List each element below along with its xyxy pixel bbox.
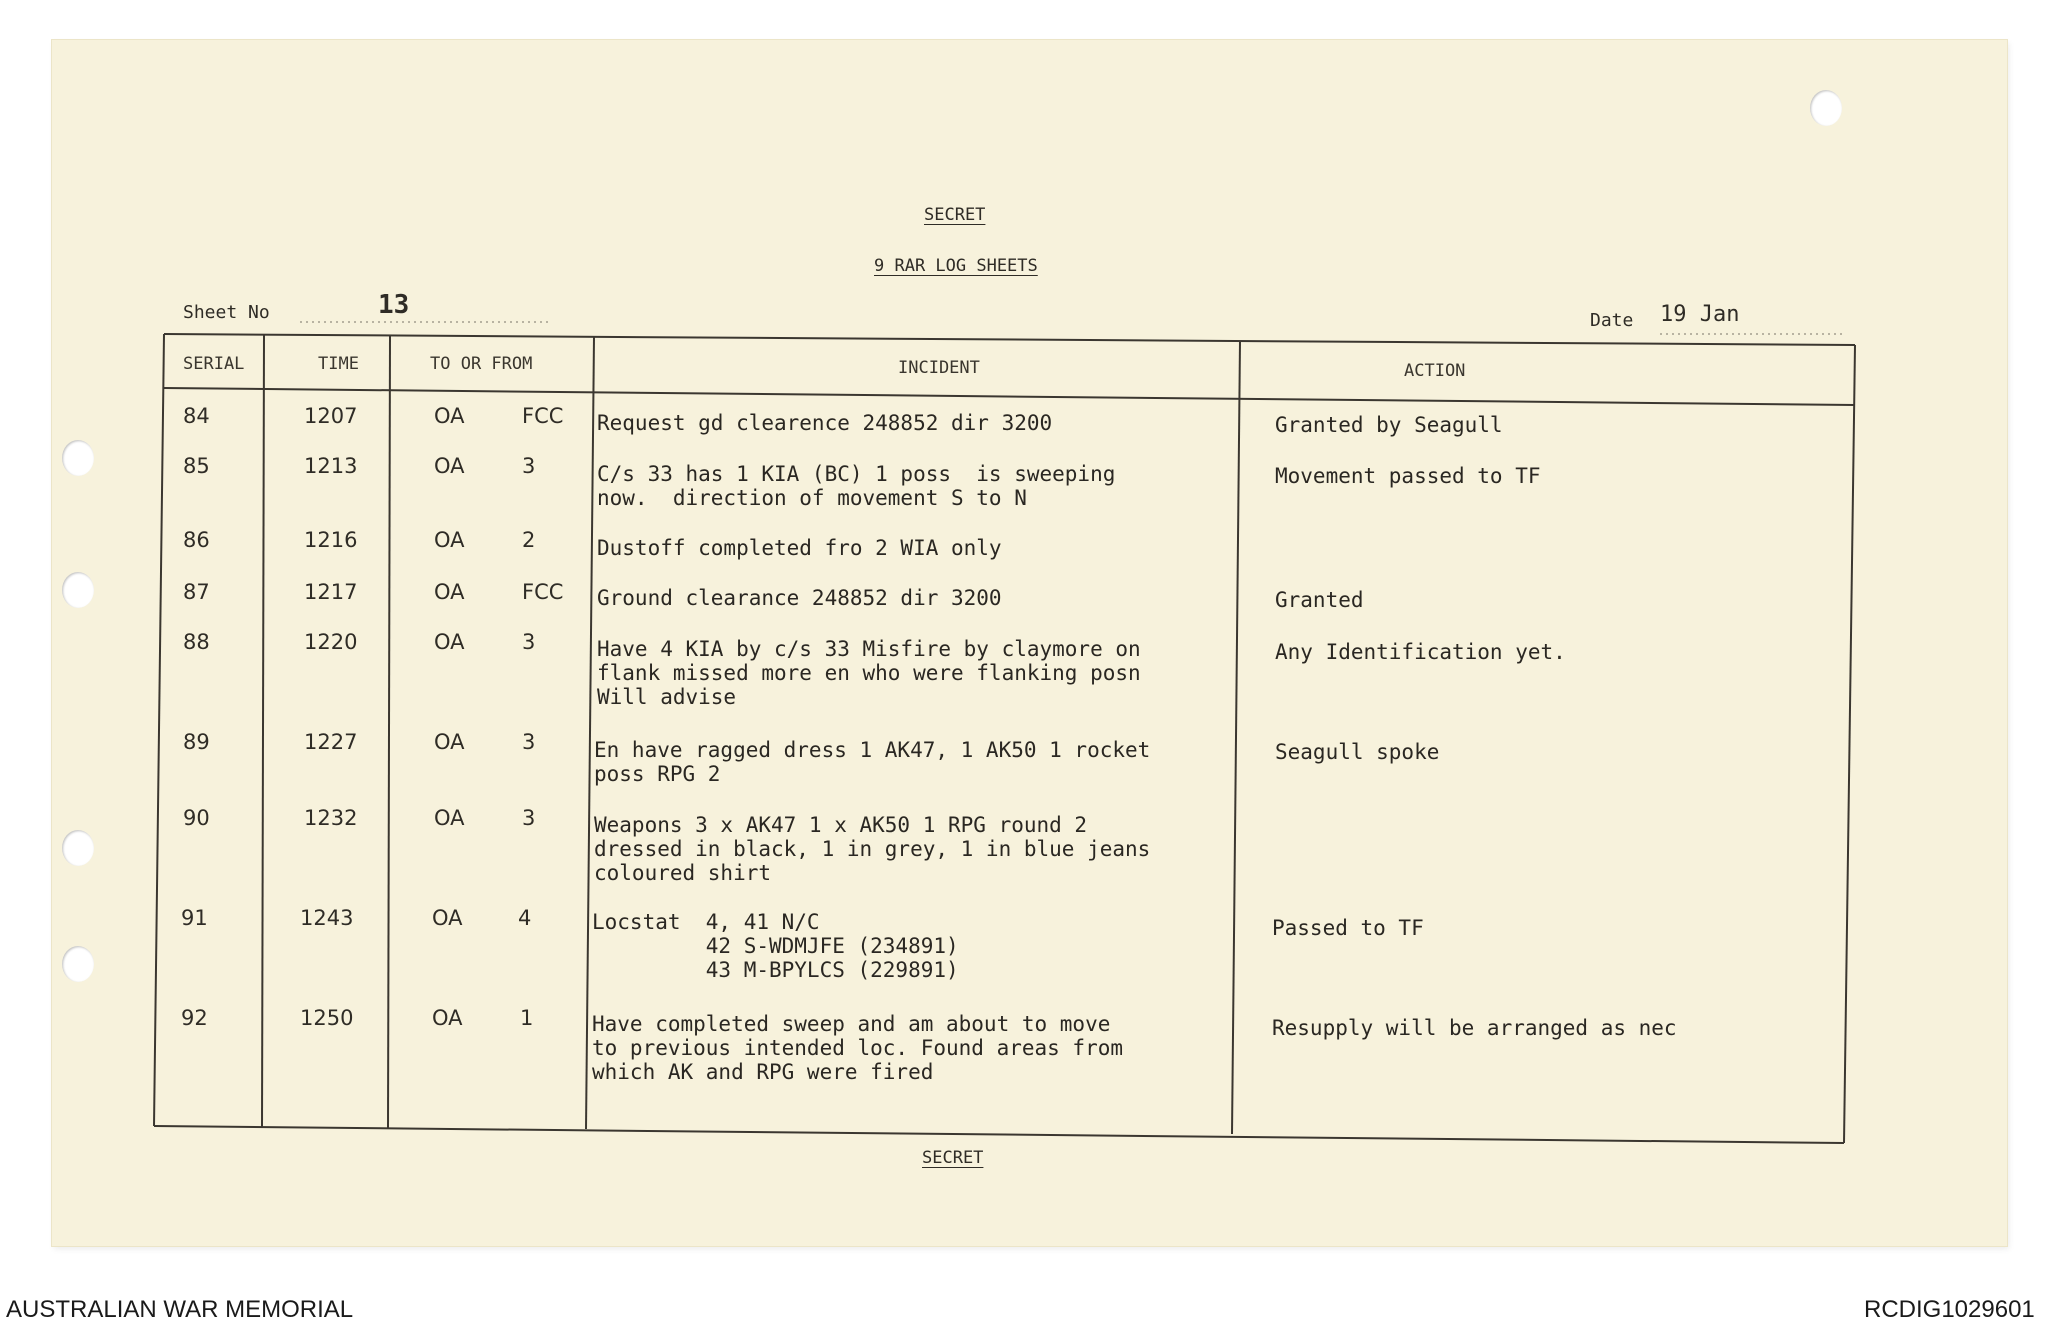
table-row-action: Passed to TF — [1272, 916, 1424, 940]
table-row-serial: 85 — [183, 454, 210, 478]
table-row-incident: En have ragged dress 1 AK47, 1 AK50 1 rocket poss RPG 2 — [594, 738, 1151, 786]
table-row-time: 1243 — [300, 906, 354, 930]
table-row-from: 3 — [522, 630, 536, 654]
table-row-serial: 87 — [183, 580, 210, 604]
table-row-from: 1 — [520, 1006, 534, 1030]
table-row-to: OA — [434, 454, 465, 478]
table-row-serial: 91 — [181, 906, 208, 930]
table-row-from: 3 — [522, 454, 536, 478]
table-row-time: 1232 — [304, 806, 358, 830]
table-row-action: Seagull spoke — [1275, 740, 1440, 764]
table-row-to: OA — [434, 806, 465, 830]
table-row-incident: C/s 33 has 1 KIA (BC) 1 poss is sweeping now. direction of movement S to N — [597, 462, 1116, 510]
table-row-to: OA — [432, 906, 463, 930]
table-row-incident: Have 4 KIA by c/s 33 Misfire by claymore on flank missed more en who were flanking posn Will advise — [597, 637, 1141, 709]
table-row-incident: Request gd clearence 248852 dir 3200 — [597, 411, 1053, 435]
table-row-to: OA — [434, 580, 465, 604]
table-row-time: 1220 — [304, 630, 358, 654]
archive-credit: AUSTRALIAN WAR MEMORIAL — [6, 1296, 354, 1323]
column-header-action: ACTION — [1404, 361, 1466, 381]
archive-reference: RCDIG1029601 — [1864, 1296, 2035, 1323]
table-row-from: 3 — [522, 806, 536, 830]
table-row-serial: 84 — [183, 404, 210, 428]
column-header-incident: INCIDENT — [898, 358, 980, 378]
table-row-serial: 90 — [183, 806, 210, 830]
table-row-from: 4 — [518, 906, 532, 930]
table-row-incident: Locstat 4, 41 N/C 42 S-WDMJFE (234891) 43 M-BPYLCS (229891) — [592, 910, 959, 982]
sheet-label: Sheet No — [183, 302, 270, 323]
table-row-from: FCC — [522, 580, 564, 604]
column-header-to-or-from: TO OR FROM — [430, 354, 533, 374]
date-label: Date — [1590, 310, 1634, 331]
table-row-to: OA — [432, 1006, 463, 1030]
table-row-time: 1207 — [304, 404, 358, 428]
table-row-serial: 89 — [183, 730, 210, 754]
document-title: 9 RAR LOG SHEETS — [874, 256, 1038, 276]
table-row-time: 1227 — [304, 730, 358, 754]
table-row-serial: 88 — [183, 630, 210, 654]
table-row-from: 2 — [522, 528, 536, 552]
table-row-action: Movement passed to TF — [1275, 464, 1541, 488]
table-row-from: FCC — [522, 404, 564, 428]
sheet-number: 13 — [378, 290, 410, 320]
table-row-from: 3 — [522, 730, 536, 754]
table-row-serial: 86 — [183, 528, 210, 552]
table-row-incident: Ground clearance 248852 dir 3200 — [597, 586, 1002, 610]
column-header-time: TIME — [318, 354, 359, 374]
table-row-incident: Dustoff completed fro 2 WIA only — [597, 536, 1002, 560]
table-row-serial: 92 — [181, 1006, 208, 1030]
classification-top: SECRET — [924, 205, 986, 225]
table-row-time: 1217 — [304, 580, 358, 604]
classification-bottom: SECRET — [922, 1148, 984, 1168]
table-row-time: 1250 — [300, 1006, 354, 1030]
table-row-action: Resupply will be arranged as nec — [1272, 1016, 1677, 1040]
table-row-to: OA — [434, 730, 465, 754]
date-value: 19 Jan — [1660, 302, 1740, 327]
table-row-to: OA — [434, 528, 465, 552]
table-row-action: Granted — [1275, 588, 1364, 612]
table-row-action: Any Identification yet. — [1275, 640, 1566, 664]
table-row-incident: Weapons 3 x AK47 1 x AK50 1 RPG round 2 dressed in black, 1 in grey, 1 in blue jeans coloured shirt — [594, 813, 1151, 885]
table-row-to: OA — [434, 404, 465, 428]
table-row-action: Granted by Seagull — [1275, 413, 1503, 437]
column-header-serial: SERIAL — [183, 354, 245, 374]
table-row-incident: Have completed sweep and am about to move to previous intended loc. Found areas from which AK and RPG were fired — [592, 1012, 1124, 1084]
table-row-time: 1213 — [304, 454, 358, 478]
table-row-to: OA — [434, 630, 465, 654]
table-row-time: 1216 — [304, 528, 358, 552]
